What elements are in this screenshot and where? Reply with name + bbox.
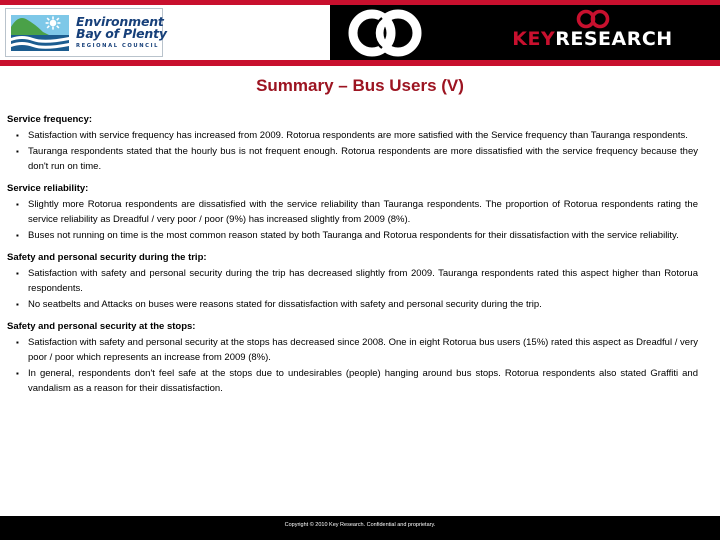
section-heading: Service reliability:: [7, 183, 89, 194]
bullet-text: Tauranga respondents stated that the hourly bus is not frequent enough. Rotorua respondents are more dissatisfied with the service frequency because they don't run on time.: [28, 146, 698, 172]
bullet-text: Buses not running on time is the most common reason stated by both Tauranga and Rotorua respondents for their dissatisfaction with the service reliability.: [28, 230, 679, 241]
header-red-bottom-bar: [0, 60, 720, 66]
ebop-logo-text: [76, 13, 167, 49]
content-section: [0, 114, 720, 174]
bullet-square-icon: ▪: [16, 300, 19, 309]
bullet-item: [16, 127, 698, 143]
ebop-landscape-icon: [9, 13, 71, 53]
slide-header: [0, 0, 720, 66]
bullet-item: [16, 296, 698, 312]
bullet-item: [16, 227, 698, 243]
content-section: [0, 252, 720, 312]
bullet-text: Satisfaction with service frequency has increased from 2009. Rotorua respondents are more satisfied with the Service frequency than Tauranga respondents.: [28, 130, 688, 141]
bullet-item: [16, 196, 698, 227]
slide-content: [0, 114, 720, 405]
bullet-square-icon: ▪: [16, 147, 19, 156]
ebop-logo-line2: Bay of Plenty: [76, 26, 167, 42]
key-research-brand: [480, 9, 705, 59]
bullet-text: Slightly more Rotorua respondents are dissatisfied with the service reliability than Tauranga respondents. The proportion of Rotorua respondents rating the service reliability as Dreadful / very poor / poor (9%) has increased slightly from 2009 (8%).: [28, 199, 698, 225]
content-section: [0, 321, 720, 396]
key-research-wordmark: [480, 30, 705, 49]
bullet-square-icon: ▪: [16, 369, 19, 378]
content-section: [0, 183, 720, 243]
bullet-square-icon: ▪: [16, 200, 19, 209]
bullet-text: Satisfaction with safety and personal security at the stops has decreased since 2008. One in eight Rotorua bus users (15%) rated this aspect as Dreadful / very poor / poor which represents an increase from 2009 (8%).: [28, 337, 698, 363]
bullet-square-icon: ▪: [16, 231, 19, 240]
ebop-logo-line3: REGIONAL COUNCIL: [76, 42, 160, 49]
key-research-rings-small-icon: [572, 9, 614, 29]
bullet-square-icon: ▪: [16, 131, 19, 140]
bullet-text: In general, respondents don't feel safe at the stops due to undesirables (people) hanging around bus stops. Rotorua respondents also stated Graffiti and vandalism as a reason for their dissatisfaction.: [28, 368, 698, 394]
bullet-item: [16, 265, 698, 296]
key-research-word-research: RESEARCH: [555, 28, 673, 50]
environment-bay-of-plenty-logo: [5, 8, 167, 57]
slide-title: Summary – Bus Users (V): [256, 76, 464, 95]
bullet-item: [16, 143, 698, 174]
header-black-panel: [330, 5, 720, 60]
key-research-word-key: KEY: [512, 28, 556, 50]
bullet-text: Satisfaction with safety and personal security during the trip has decreased slightly from 2009. Tauranga respondents rated this aspect higher than Rotorua respondents.: [28, 268, 698, 294]
footer-copyright: Copyright © 2010 Key Research. Confidential and proprietary.: [284, 522, 436, 528]
ebop-logo-line1: Environment: [76, 13, 164, 29]
bullet-square-icon: ▪: [16, 338, 19, 347]
slide-footer: [0, 516, 720, 540]
bullet-square-icon: ▪: [16, 269, 19, 278]
bullet-text: No seatbelts and Attacks on buses were reasons stated for dissatisfaction with safety and personal security during the trip.: [28, 299, 542, 310]
bullet-item: [16, 334, 698, 365]
section-heading: Service frequency:: [7, 114, 93, 125]
key-research-rings-large-icon: [342, 9, 432, 57]
bullet-item: [16, 365, 698, 396]
section-heading: Safety and personal security at the stops:: [7, 321, 196, 332]
section-heading: Safety and personal security during the trip:: [7, 252, 207, 263]
